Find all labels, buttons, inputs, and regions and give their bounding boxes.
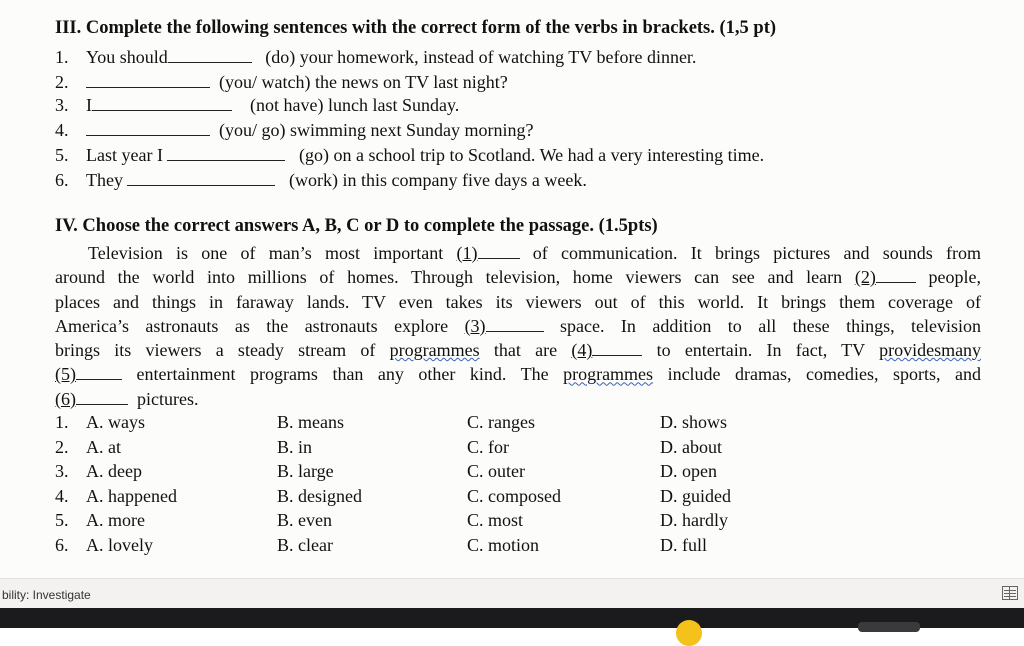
passage-line <box>55 362 981 386</box>
item-number: 1. <box>55 47 69 67</box>
item-text-after: (go) on a school trip to Scotland. We had a very interesting time. <box>298 145 765 165</box>
gap-5 <box>55 364 122 384</box>
answer-blank <box>167 146 285 161</box>
option-d: D. hardly <box>660 510 728 530</box>
item-text-before: Last year I <box>86 145 163 165</box>
passage-line <box>55 290 981 314</box>
option-d: D. about <box>660 437 722 457</box>
passage-text: of communication. It brings pictures and sounds from <box>532 243 982 263</box>
accessibility-status[interactable]: bility: Investigate <box>2 588 91 602</box>
exercise-3-item-5 <box>55 144 764 166</box>
gap-number: (5) <box>55 364 76 385</box>
gap-number: (2) <box>854 267 876 288</box>
passage-text: pictures. <box>137 388 199 409</box>
section-3-title: III. Complete the following sentences with the correct form of the verbs in brackets. (1,5 pt) <box>55 18 777 38</box>
item-text-after: (you/ watch) the news on TV last night? <box>219 72 508 92</box>
option-c: C. ranges <box>467 412 535 432</box>
passage-line <box>55 387 981 411</box>
option-number: 2. <box>55 437 69 457</box>
option-number: 5. <box>55 510 69 530</box>
exercise-3-item-1 <box>55 46 696 68</box>
option-a: A. at <box>86 437 121 457</box>
option-b: B. in <box>277 437 313 457</box>
read-mode-icon[interactable] <box>1002 586 1018 600</box>
gap-number: (4) <box>571 340 593 361</box>
gap-3 <box>465 316 544 336</box>
gap-4 <box>571 340 642 360</box>
exercise-3-item-3 <box>55 94 459 116</box>
gap-6 <box>55 389 128 409</box>
passage-line <box>55 265 981 289</box>
answer-blank <box>86 73 210 88</box>
gap-1 <box>457 243 520 263</box>
status-bar <box>0 578 1024 609</box>
item-number: 2. <box>55 72 69 92</box>
exercise-3-item-6 <box>55 169 587 191</box>
passage-text: Television is one of man’s most important <box>88 243 444 263</box>
reading-passage <box>55 241 981 411</box>
item-text-before: They <box>86 170 123 190</box>
passage-text: America’s astronauts as the astronauts explore <box>55 315 449 336</box>
option-c: C. for <box>467 437 509 457</box>
option-b: B. even <box>277 510 332 530</box>
option-a: A. happened <box>86 486 177 506</box>
exercise-3-item-4 <box>55 119 533 141</box>
item-text-after: (work) in this company five days a week. <box>288 170 587 190</box>
item-text-before: You should <box>86 47 168 67</box>
gap-number: (1) <box>456 243 478 263</box>
passage-line <box>55 241 981 265</box>
taskbar <box>0 608 1024 628</box>
answer-blank <box>876 268 916 283</box>
spellcheck-word: programmes <box>389 340 480 361</box>
option-c: C. most <box>467 510 524 530</box>
option-a: A. ways <box>86 412 145 432</box>
passage-line <box>55 314 981 338</box>
option-b: B. designed <box>277 486 362 506</box>
passage-text: to entertain. In fact, TV <box>656 340 865 361</box>
option-d: D. full <box>660 535 707 555</box>
option-c: C. motion <box>467 535 540 555</box>
answer-blank <box>76 365 122 380</box>
gap-2 <box>855 267 916 287</box>
option-b: B. means <box>277 412 344 432</box>
item-text-after: (do) your homework, instead of watching TV before dinner. <box>265 47 697 67</box>
answer-blank <box>478 244 520 259</box>
option-b: B. clear <box>277 535 333 555</box>
passage-text: people, <box>928 267 981 288</box>
item-number: 6. <box>55 170 69 190</box>
option-number: 4. <box>55 486 69 506</box>
taskbar-button[interactable] <box>858 622 920 632</box>
app-icon[interactable] <box>676 620 702 646</box>
item-number: 3. <box>55 95 69 115</box>
option-d: D. guided <box>660 486 731 506</box>
exercise-3-item-2 <box>55 71 508 93</box>
option-d: D. shows <box>660 412 728 432</box>
item-number: 4. <box>55 120 69 140</box>
option-a: A. deep <box>86 461 142 481</box>
option-c: C. composed <box>467 486 561 506</box>
answer-blank <box>127 171 275 186</box>
gap-number: (3) <box>464 315 486 336</box>
passage-text: include dramas, comedies, sports, and <box>667 364 981 385</box>
option-c: C. outer <box>467 461 525 481</box>
answer-blank <box>168 48 252 63</box>
option-number: 3. <box>55 461 69 481</box>
option-number: 6. <box>55 535 69 555</box>
answer-blank <box>86 121 210 136</box>
item-number: 5. <box>55 145 69 165</box>
item-text-after: (not have) lunch last Sunday. <box>250 95 460 115</box>
passage-text: that are <box>493 340 558 361</box>
answer-blank <box>486 317 544 332</box>
option-number: 1. <box>55 412 69 432</box>
option-a: A. lovely <box>86 535 153 555</box>
passage-text: brings its viewers a steady stream of <box>55 340 376 361</box>
item-text-after: (you/ go) swimming next Sunday morning? <box>219 120 534 140</box>
option-d: D. open <box>660 461 717 481</box>
item-text-before: I <box>86 95 92 115</box>
answer-blank <box>76 390 128 405</box>
passage-text: space. In addition to all these things, television <box>560 315 982 336</box>
answer-blank <box>592 341 642 356</box>
passage-line <box>55 338 981 362</box>
spellcheck-word: providesmany <box>879 340 982 361</box>
option-b: B. large <box>277 461 334 481</box>
section-4-title: IV. Choose the correct answers A, B, C or D to complete the passage. (1.5pts) <box>55 216 658 236</box>
passage-text: around the world into millions of homes. Through television, home viewers can see and learn <box>55 267 843 288</box>
answer-blank <box>92 96 232 111</box>
passage-text: entertainment programs than any other kind. The <box>136 364 549 385</box>
spellcheck-word: programmes <box>563 364 654 385</box>
passage-text: places and things in faraway lands. TV even takes its viewers out of this world. It brings them coverage of <box>55 291 981 312</box>
option-a: A. more <box>86 510 145 530</box>
gap-number: (6) <box>55 388 76 409</box>
